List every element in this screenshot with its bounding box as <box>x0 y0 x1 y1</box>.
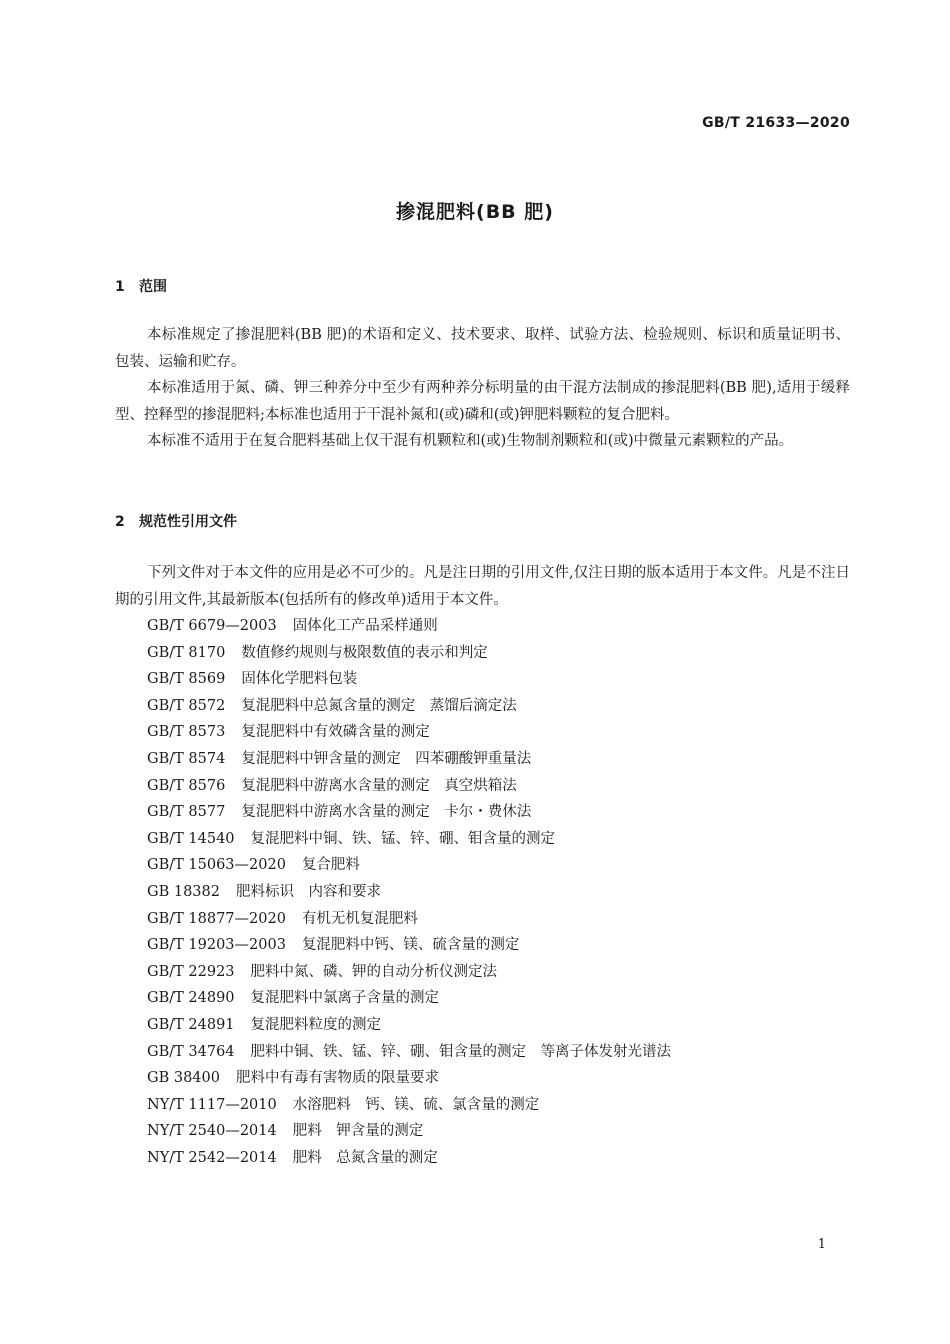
reference-code: GB/T 15063—2020 <box>147 857 286 874</box>
reference-title: 数值修约规则与极限数值的表示和判定 <box>241 644 488 661</box>
reference-code: GB/T 8170 <box>147 644 226 661</box>
reference-item <box>147 640 671 667</box>
reference-item <box>147 932 671 959</box>
reference-code: NY/T 2542—2014 <box>147 1149 277 1166</box>
reference-code: GB/T 14540 <box>147 830 235 847</box>
reference-code: GB 38400 <box>147 1070 220 1087</box>
reference-code: GB/T 24890 <box>147 990 235 1007</box>
section-2-heading <box>115 511 237 531</box>
reference-item <box>147 1039 671 1066</box>
reference-title: 复混肥料中钾含量的测定 四苯硼酸钾重量法 <box>241 750 532 767</box>
reference-title: 复混肥料中钙、镁、硫含量的测定 <box>301 937 520 954</box>
reference-item <box>147 879 671 906</box>
scope-paragraph-3: 本标准不适用于在复合肥料基础上仅干混有机颗粒和(或)生物制剂颗粒和(或)中微量元素颗粒的产品。 <box>147 433 794 449</box>
document-title: 掺混肥料(BB 肥) <box>396 201 554 223</box>
reference-code: GB/T 34764 <box>147 1043 235 1060</box>
scope-paragraph-2: 本标准适用于氮、磷、钾三种养分中至少有两种养分标明量的由干混方法制成的掺混肥料(BB 肥),适用于缓释型、控释型的掺混肥料;本标准也适用于干混补氮和(或)磷和(或)钾肥料颗粒的复合肥料。 <box>115 380 850 423</box>
reference-item <box>147 906 671 933</box>
reference-item <box>147 1145 671 1172</box>
reference-title: 肥料 钾含量的测定 <box>292 1123 424 1140</box>
reference-title: 复混肥料中总氮含量的测定 蒸馏后滴定法 <box>241 697 517 714</box>
reference-code: NY/T 1117—2010 <box>147 1096 277 1113</box>
reference-title: 复混肥料粒度的测定 <box>250 1016 382 1033</box>
reference-title: 复混肥料中有效磷含量的测定 <box>241 724 430 741</box>
page-number: 1 <box>817 1237 826 1252</box>
reference-item <box>147 959 671 986</box>
reference-item <box>147 1118 671 1145</box>
reference-code: GB/T 24891 <box>147 1016 235 1033</box>
section-2-number: 2 <box>115 514 125 530</box>
reference-code: GB/T 19203—2003 <box>147 937 286 954</box>
reference-title: 复混肥料中铜、铁、锰、锌、硼、钼含量的测定 <box>250 830 556 847</box>
reference-item <box>147 1065 671 1092</box>
reference-code: GB/T 8577 <box>147 804 226 821</box>
reference-item <box>147 773 671 800</box>
reference-item <box>147 666 671 693</box>
reference-title: 复混肥料中氯离子含量的测定 <box>250 990 440 1007</box>
reference-item <box>147 1012 671 1039</box>
reference-item <box>147 746 671 773</box>
reference-code: NY/T 2540—2014 <box>147 1123 277 1140</box>
reference-title: 复混肥料中游离水含量的测定 卡尔・费休法 <box>241 804 532 821</box>
reference-title: 复混肥料中游离水含量的测定 真空烘箱法 <box>241 777 517 794</box>
reference-code: GB 18382 <box>147 883 220 900</box>
reference-code: GB/T 8572 <box>147 697 226 714</box>
reference-code: GB/T 8574 <box>147 750 226 767</box>
reference-title: 固体化学肥料包装 <box>241 671 358 688</box>
reference-title: 肥料中铜、铁、锰、锌、硼、钼含量的测定 等离子体发射光谱法 <box>250 1043 672 1060</box>
section-1-title: 范围 <box>139 279 167 295</box>
reference-item <box>147 985 671 1012</box>
reference-title: 肥料中氮、磷、钾的自动分析仪测定法 <box>250 963 498 980</box>
reference-item <box>147 1092 671 1119</box>
references-intro-paragraph: 下列文件对于本文件的应用是必不可少的。凡是注日期的引用文件,仅注日期的版本适用于本文件。凡是不注日期的引用文件,其最新版本(包括所有的修改单)适用于本文件。 <box>115 565 850 608</box>
section-1-number: 1 <box>115 279 125 295</box>
scope-paragraph-1: 本标准规定了掺混肥料(BB 肥)的术语和定义、技术要求、取样、试验方法、检验规则、标识和质量证明书、包装、运输和贮存。 <box>115 327 850 370</box>
reference-title: 有机无机复混肥料 <box>301 910 418 927</box>
reference-code: GB/T 6679—2003 <box>147 618 277 634</box>
reference-item <box>147 852 671 879</box>
reference-code: GB/T 8576 <box>147 777 226 794</box>
reference-code: GB/T 8569 <box>147 671 226 688</box>
reference-title: 固体化工产品采样通则 <box>292 618 438 634</box>
reference-item <box>147 826 671 853</box>
reference-item <box>147 693 671 720</box>
reference-title: 肥料标识 内容和要求 <box>235 883 381 900</box>
reference-title: 复合肥料 <box>301 857 360 874</box>
reference-code: GB/T 22923 <box>147 963 235 980</box>
reference-code: GB/T 18877—2020 <box>147 910 286 927</box>
reference-title: 水溶肥料 钙、镁、硫、氯含量的测定 <box>292 1096 540 1113</box>
reference-title: 肥料 总氮含量的测定 <box>292 1149 438 1166</box>
standard-code: GB/T 21633—2020 <box>702 115 850 131</box>
reference-item <box>147 719 671 746</box>
section-1-heading <box>115 276 167 296</box>
reference-code: GB/T 8573 <box>147 724 226 741</box>
section-2-title: 规范性引用文件 <box>139 514 237 530</box>
reference-item <box>147 613 671 640</box>
reference-list <box>147 613 671 1171</box>
reference-item <box>147 799 671 826</box>
reference-title: 肥料中有毒有害物质的限量要求 <box>235 1070 439 1087</box>
